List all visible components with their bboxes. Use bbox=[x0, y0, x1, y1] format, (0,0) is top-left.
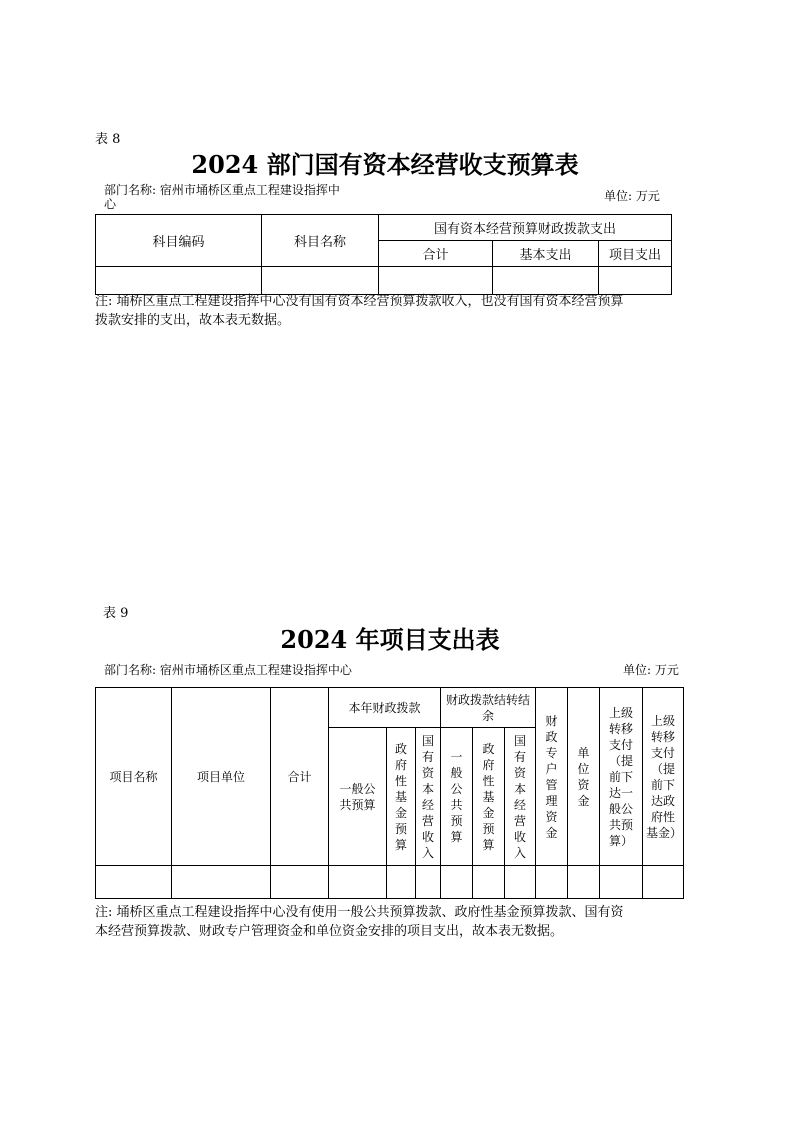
table8-unit: 单位: 万元 bbox=[604, 189, 660, 203]
table-row bbox=[96, 866, 684, 899]
header-current-year-appropriation: 本年财政拨款 bbox=[329, 688, 441, 728]
header-co-general-budget: 一般公共预算 bbox=[441, 728, 473, 866]
header-cur-state-capital-income: 国有资本经营收入 bbox=[416, 728, 441, 866]
header-subject-name: 科目名称 bbox=[262, 215, 379, 267]
header-co-gov-fund-budget: 政府性基金预算 bbox=[473, 728, 505, 866]
table9-title: 2024 年项目支出表 bbox=[280, 625, 500, 654]
header-total: 合计 bbox=[379, 241, 493, 267]
table8-dept-name: 部门名称: 宿州市埇桥区重点工程建设指挥中 心 bbox=[104, 183, 340, 211]
header-co-state-capital-income: 国有资本经营收入 bbox=[505, 728, 536, 866]
table8-note: 注: 埇桥区重点工程建设指挥中心没有国有资本经营预算拨款收入，也没有国有资本经营预算 拨款安排的支出，故本表无数据。 bbox=[95, 294, 624, 328]
header-project-unit: 项目单位 bbox=[172, 688, 271, 866]
header-carryover-balance: 财政拨款结转结余 bbox=[441, 688, 536, 728]
header-unit-funds: 单位资金 bbox=[568, 688, 600, 866]
header-cur-general-budget: 一般公共预算 bbox=[329, 728, 387, 866]
header-subject-code: 科目编码 bbox=[96, 215, 262, 267]
header-basic-expenditure: 基本支出 bbox=[493, 241, 599, 267]
table9-label: 表 9 bbox=[103, 606, 129, 621]
header-project-expenditure: 项目支出 bbox=[599, 241, 672, 267]
table9-unit: 单位: 万元 bbox=[623, 663, 679, 677]
header-state-capital-expenditure: 国有资本经营预算财政拨款支出 bbox=[379, 215, 672, 241]
header-transfer-general-budget: 上级转移支付（提前下达一般公共预算） bbox=[600, 688, 643, 866]
table8-label: 表 8 bbox=[95, 132, 121, 147]
header-transfer-gov-fund: 上级转移支付（提前下达政府性基金） bbox=[643, 688, 684, 866]
header-project-name: 项目名称 bbox=[96, 688, 172, 866]
table9-note: 注: 埇桥区重点工程建设指挥中心没有使用一般公共预算拨款、政府性基金预算拨款、国有资 本经营预算拨款、财政专户管理资金和单位资金安排的项目支出，故本表无数据。 bbox=[95, 905, 624, 939]
table8-title: 2024 部门国有资本经营收支预算表 bbox=[191, 150, 579, 179]
table9-dept-name: 部门名称: 宿州市埇桥区重点工程建设指挥中心 bbox=[104, 663, 352, 677]
table9 bbox=[95, 687, 684, 899]
header-special-account-funds: 财政专户管理资金 bbox=[536, 688, 568, 866]
table8 bbox=[95, 214, 672, 295]
table-row bbox=[96, 267, 672, 295]
header-cur-gov-fund-budget: 政府性基金预算 bbox=[387, 728, 416, 866]
header-total: 合计 bbox=[271, 688, 329, 866]
